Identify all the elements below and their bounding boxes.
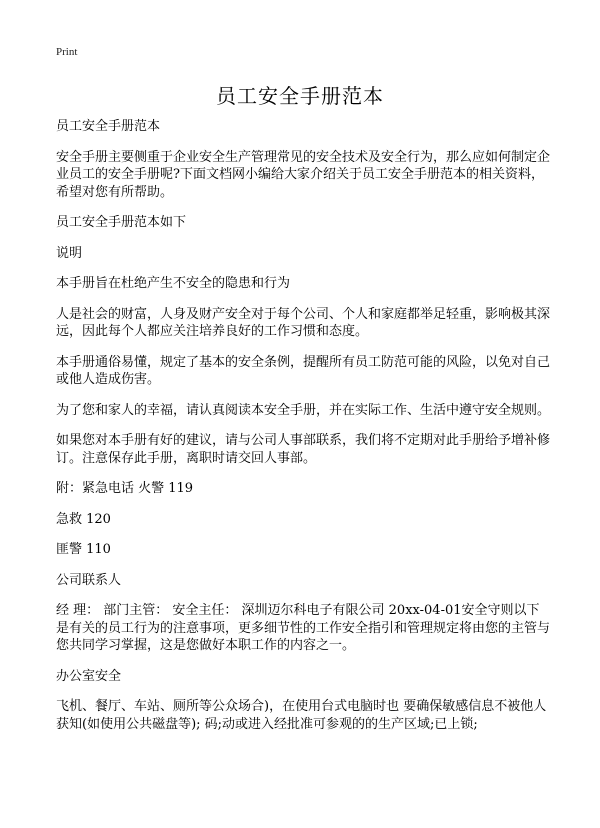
print-label: Print bbox=[56, 46, 78, 58]
paragraph-subtitle: 员工安全手册范本 bbox=[56, 119, 161, 134]
paragraph-sample-heading: 员工安全手册范本如下 bbox=[56, 215, 187, 230]
document-title: 员工安全手册范本 bbox=[216, 84, 384, 108]
paragraph-emergency-fire: 附：紧急电话 火警 119 bbox=[56, 481, 194, 496]
paragraph-read-carefully: 为了您和家人的幸福，请认真阅读本安全手册，并在实际工作、生活中遵守安全规则。 bbox=[56, 402, 551, 418]
paragraph-purpose: 本手册旨在杜绝产生不安全的隐患和行为 bbox=[56, 276, 291, 291]
paragraph-office-safety-heading: 办公室安全 bbox=[56, 668, 122, 684]
paragraph-office-safety-detail: 飞机、餐厅、车站、厕所等公众场合)，在使用台式电脑时也 要确保敏感信息不被他人获知(如使用公共磁盘等); 码;动或进入经批准可参观的的生产区域;已上锁; bbox=[56, 699, 547, 732]
document-body bbox=[56, 118, 550, 746]
paragraph-emergency-police: 匪警 110 bbox=[56, 542, 111, 557]
paragraph-intro: 安全手册主要侧重于企业安全生产管理常见的安全技术及安全行为，那么应如何制定企业员工的安全手册呢?下面文档网小编给大家介绍关于员工安全手册范本的相关资料，希望对您有所帮助。 bbox=[56, 149, 551, 200]
paragraph-emergency-ambulance: 急救 120 bbox=[56, 511, 111, 527]
paragraph-contacts-detail: 经 理： 部门主管： 安全主任： 深圳迈尔科电子有限公司 20xx-04-01安全守则以下是有关的员工行为的注意事项，更多细节性的工作安全指引和管理规定将由您的主管与您共同学习掌握，这是您做好本职工作的内容之一。 bbox=[56, 603, 551, 653]
paragraph-contacts-heading: 公司联系人 bbox=[56, 572, 122, 588]
paragraph-people-value: 人是社会的财富，人身及财产安全对于每个公司、个人和家庭都举足轻重，影响极其深远，因此每个人都应关注培养良好的工作习惯和态度。 bbox=[56, 306, 551, 339]
paragraph-manual-scope: 本手册通俗易懂，规定了基本的安全条例，提醒所有员工防范可能的风险，以免对自己或他人造成伤害。 bbox=[56, 354, 551, 387]
paragraph-explanation-heading: 说明 bbox=[56, 245, 83, 261]
paragraph-suggestions: 如果您对本手册有好的建议，请与公司人事部联系，我们将不定期对此手册给予增补修订。注意保存此手册，离职时请交回人事部。 bbox=[56, 433, 551, 466]
